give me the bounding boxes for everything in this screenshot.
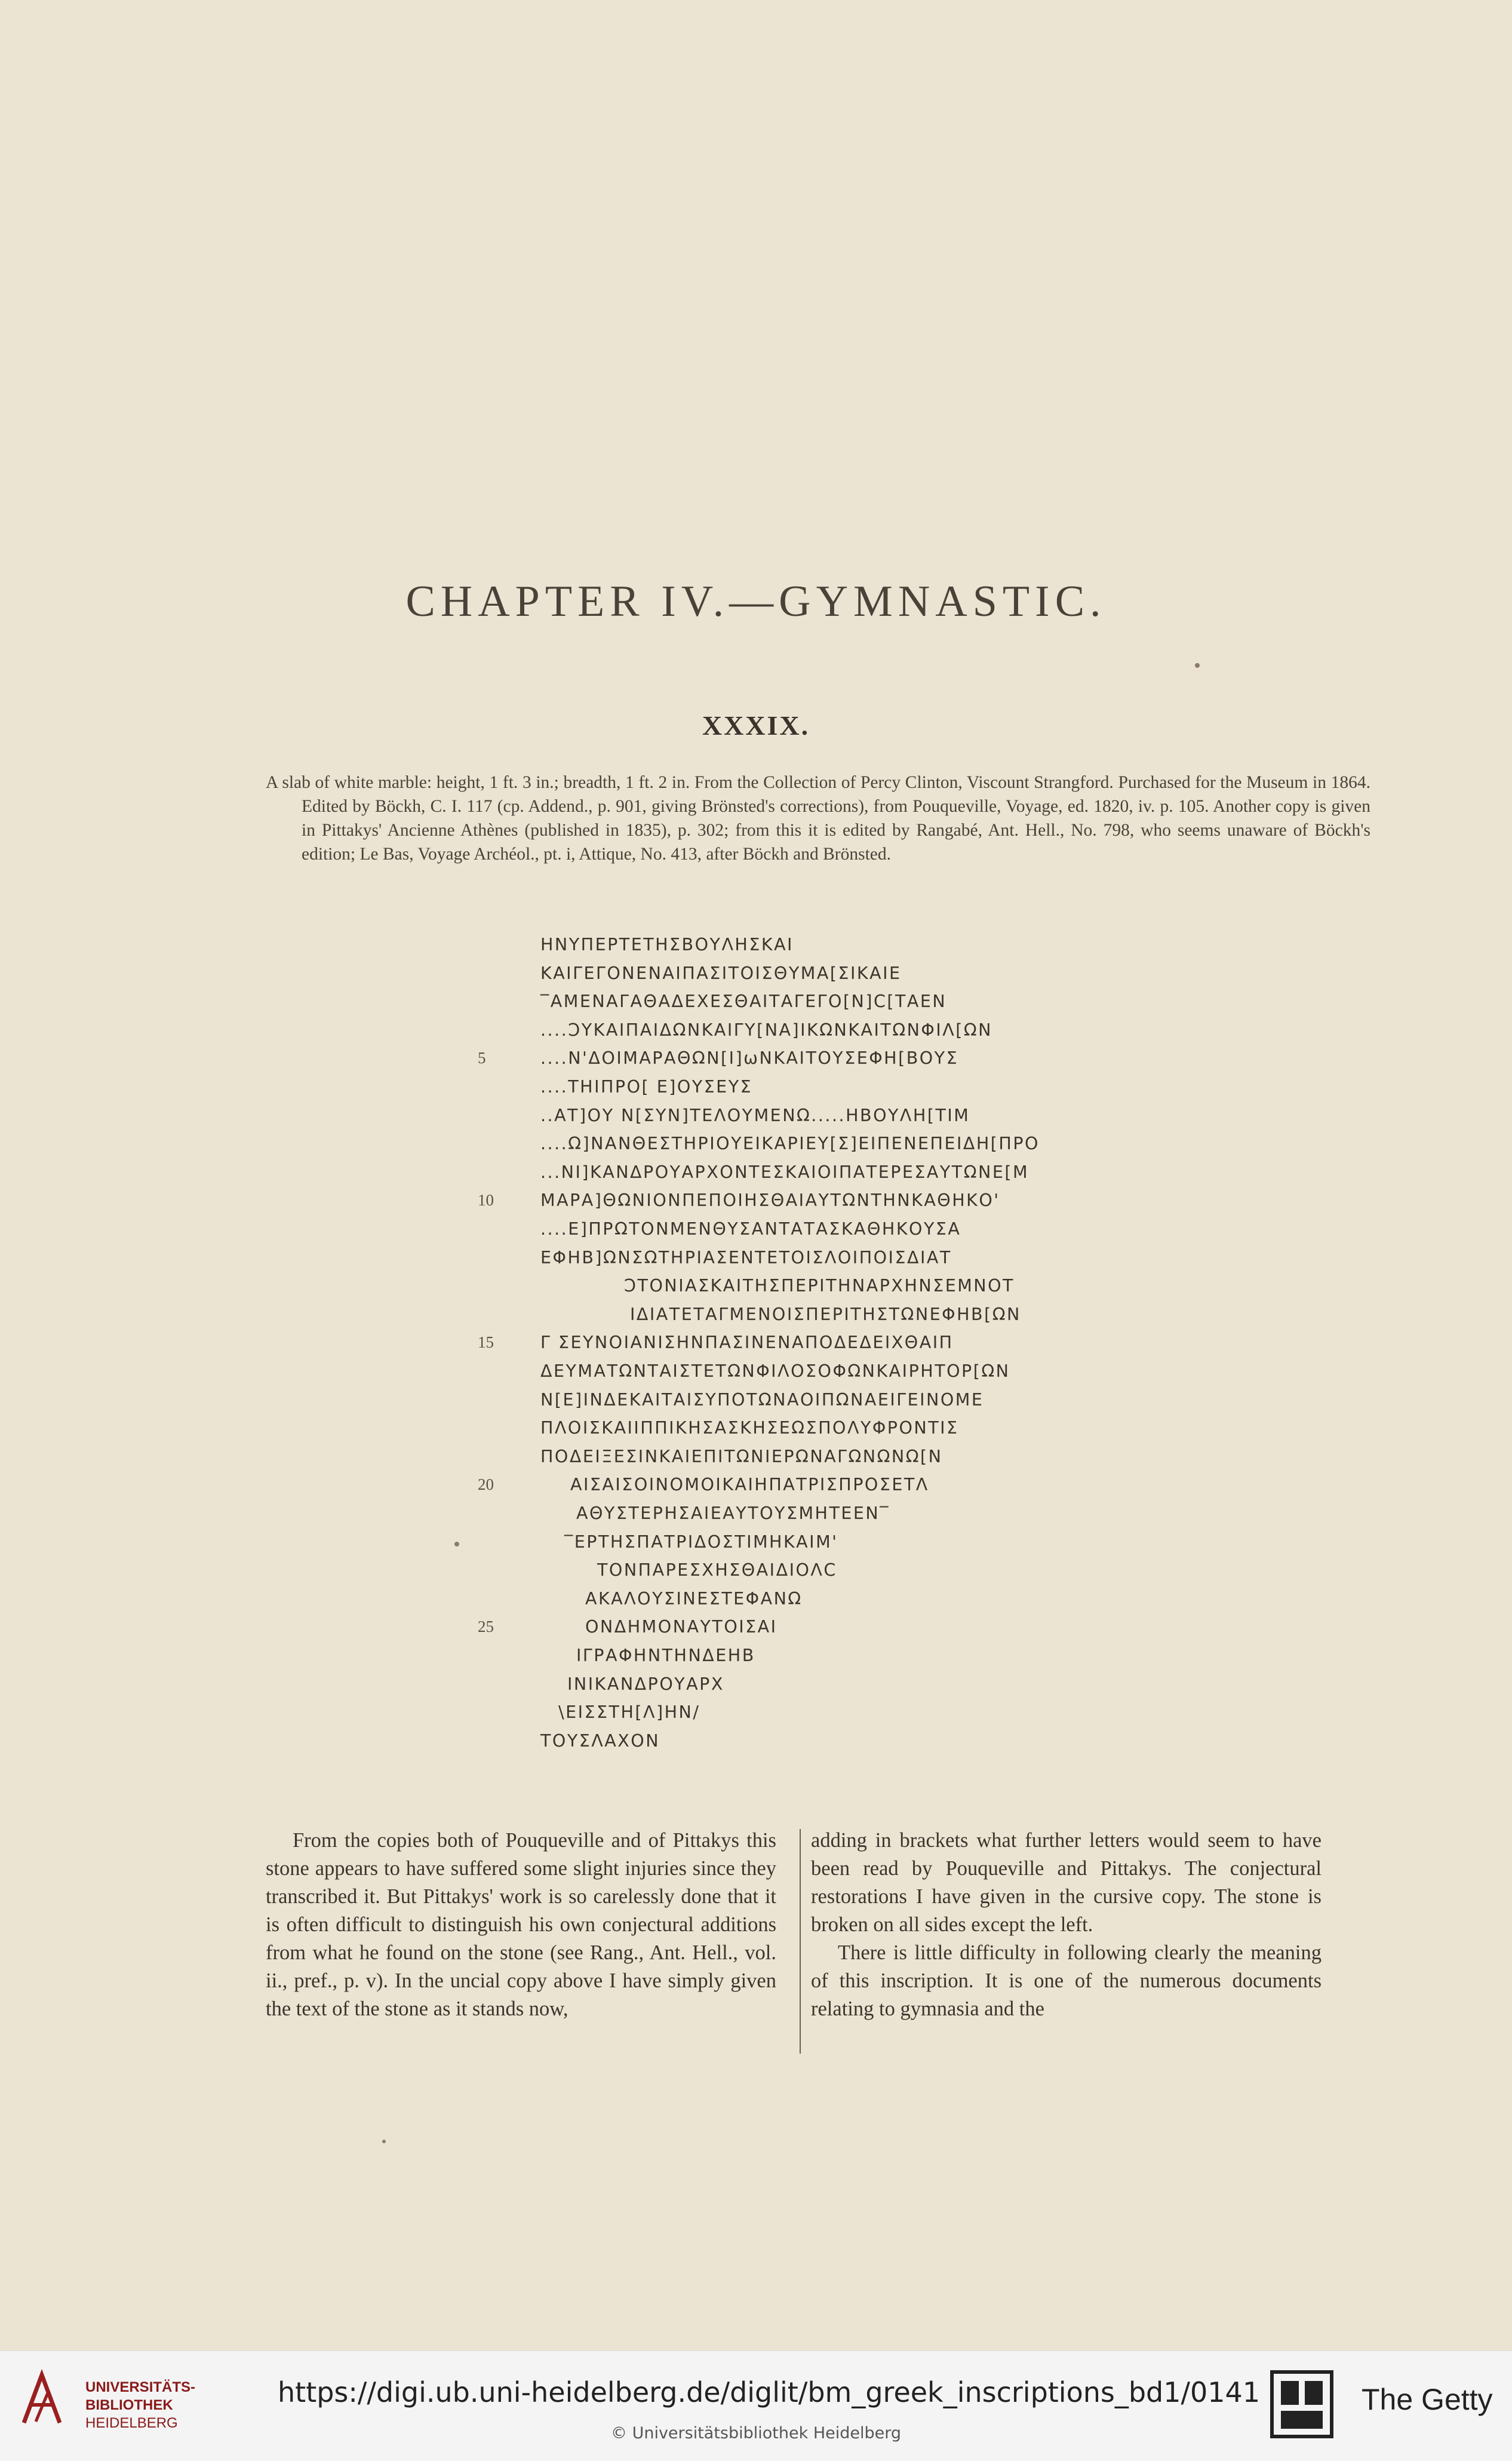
artifact-description: A slab of white marble: height, 1 ft. 3 in.; breadth, 1 ft. 2 in. From the Collection of Percy Clinton, Viscount Strangford. Purchased for the Museum in 1864. Edited by Böckh, C. I. 117 (cp. Addend., p. 901, giving Brönsted's corrections), from Pouqueville, Voyage, ed. 1820, iv. p. 105. Another copy is given in Pittakys' Ancienne Athènes (published in 1835), p. 302; from this it is edited by Rangabé, Ant. Hell., No. 798, who seems unaware of Böckh's edition; Le Bas, Voyage Archéol., pt. i, Attique, No. 413, after Böckh and Brönsted. bbox=[266, 773, 1370, 864]
inscription-line: Γ ΣΕΥΝΟΙΑΝΙΣΗΝΠΑΣΙΝΕΝΑΠΟΔΕΔΕΙΧΘΑΙΠ bbox=[540, 1333, 954, 1353]
institution-line: BIBLIOTHEK bbox=[85, 2397, 173, 2413]
column-divider bbox=[800, 1829, 801, 2054]
inscription-line: ϽΤΟΝΙΑΣΚΑΙΤΗΣΠΕΡΙΤΗΝΑΡΧΗΝΣΕΜΝΟΤ bbox=[624, 1276, 1015, 1296]
inscription-line: ΔΕΥΜΑΤΩΝΤΑΙΣΤΕΤΩΝΦΙΛΟΣΟΦΩΝΚΑΙΡΗΤΟΡ[ΩΝ bbox=[540, 1361, 1010, 1381]
inscription-line: ....ΤΗΙΠΡΟ[ Ε]ΟΥΣΕΥΣ bbox=[540, 1077, 753, 1097]
inscription-line: ΤΟΝΠΑΡΕΣΧΗΣΘΑΙΔΙΟΛϹ bbox=[597, 1560, 837, 1581]
inscription-line: ΙΓΡΑΦΗΝΤΗΝΔΕΗΒ bbox=[576, 1646, 755, 1665]
inscription-line-number: 25 bbox=[478, 1618, 494, 1636]
university-library-logo-icon bbox=[18, 2369, 66, 2429]
inscription-line-number: 10 bbox=[478, 1191, 494, 1210]
commentary-right-column bbox=[811, 1827, 1322, 2023]
inscription-line: ..ΑΤ]ΟΥ Ν[ΣΥΝ]ΤΕΛΟΥΜΕΝΩ.....ΗΒΟΥΛΗ[ΤΙΜ bbox=[540, 1105, 970, 1125]
inscription-line: \ΕΙΣΣΤΗ[Λ]ΗΝ/ bbox=[558, 1702, 700, 1723]
inscription-line: ΟΝΔΗΜΟΝΑΥΤΟΙΣΑΙ bbox=[585, 1617, 777, 1637]
inscription-line: ....Ε]ΠΡΩΤΟΝΜΕΝΘΥΣΑΝΤΑΤΑΣΚΑΘΗΚΟΥΣΑ bbox=[540, 1219, 961, 1239]
inscription-line-number: 5 bbox=[478, 1049, 486, 1067]
greek-inscription bbox=[0, 931, 1512, 1791]
inscription-line: ΗΝΥΠΕΡΤΕΤΗΣΒΟΥΛΗΣΚΑΙ bbox=[540, 935, 794, 955]
inscription-line: ΑΙΣΑΙΣΟΙΝΟΜΟΙΚΑΙΗΠΑΤΡΙΣΠΡΟΣΕΤΛ bbox=[570, 1475, 929, 1495]
inscription-line: ....ϽΥΚΑΙΠΑΙΔΩΝΚΑΙΓΥ[ΝΑ]ΙΚΩΝΚΑΙΤΩΝΦΙΛ[ΩΝ bbox=[540, 1020, 992, 1040]
commentary-left-column bbox=[266, 1827, 776, 2023]
inscription-line: ‾ΑΜΕΝΑΓΑΘΑΔΕΧΕΣΘΑΙΤΑΓΕΓΟ[Ν]Ϲ[ΤΑΕΝ bbox=[540, 992, 947, 1012]
speck bbox=[454, 1542, 459, 1546]
permalink-url[interactable]: https://digi.ub.uni-heidelberg.de/diglit/bm_greek_inscriptions_bd1/0141 bbox=[278, 2376, 1261, 2408]
inscription-line-number: 15 bbox=[478, 1333, 494, 1352]
inscription-line: ΙΔΙΑΤΕΤΑΓΜΕΝΟΙΣΠΕΡΙΤΗΣΤΩΝΕΦΗΒ[ΩΝ bbox=[630, 1304, 1021, 1324]
inscription-line: ΑΚΑΛΟΥΣΙΝΕΣΤΕΦΑΝΩ bbox=[585, 1588, 803, 1609]
inscription-line: ΠΟΔΕΙΞΕΣΙΝΚΑΙΕΠΙΤΩΝΙΕΡΩΝΑΓΩΝΩΝΩ[Ν bbox=[540, 1446, 943, 1466]
institution-line: HEIDELBERG bbox=[85, 2415, 178, 2431]
section-number: XXXIX. bbox=[702, 710, 810, 741]
speck bbox=[1195, 663, 1200, 668]
chapter-title: CHAPTER IV.—GYMNASTIC. bbox=[405, 577, 1107, 626]
inscription-line: ...ΝΙ]ΚΑΝΔΡΟΥΑΡΧΟΝΤΕΣΚΑΙΟΙΠΑΤΕΡΕΣΑΥΤΩΝΕ[Μ bbox=[540, 1162, 1029, 1182]
inscription-line: ΑΘΥΣΤΕΡΗΣΑΙΕΑΥΤΟΥΣΜΗΤΕΕΝ‾ bbox=[576, 1503, 890, 1523]
inscription-line: ΜΑΡΑ]ΘΩΝΙΟΝΠΕΠΟΙΗΣΘΑΙΑΥΤΩΝΤΗΝΚΑΘΗΚΟ' bbox=[540, 1190, 1000, 1211]
inscription-line: ΙΝΙΚΑΝΔΡΟΥΑΡΧ bbox=[567, 1674, 724, 1694]
inscription-line: ΚΑΙΓΕΓΟΝΕΝΑΙΠΑΣΙΤΟΙΣΘΥΜΑ[ΣΙΚΑΙΕ bbox=[540, 963, 902, 983]
inscription-line: ΕΦΗΒ]ΩΝΣΩΤΗΡΙΑΣΕΝΤΕΤΟΙΣΛΟΙΠΟΙΣΔΙΑΤ bbox=[540, 1247, 952, 1268]
digitization-footer bbox=[0, 2350, 1512, 2461]
commentary-paragraph: There is little difficulty in following clearly the meaning of this inscription. It is one of the numerous documents relating to gymnasia and the bbox=[811, 1941, 1322, 2020]
commentary-paragraph-continued: adding in brackets what further letters would seem to have been read by Pouqueville and Pittakys. The conjectural restorations I have given in the cursive copy. The stone is broken on all sides except the left. bbox=[811, 1829, 1322, 1936]
inscription-line: ....Ν'ΔΟΙΜΑΡΑΘΩΝ[Ι]ωΝΚΑΙΤΟΥΣΕΦΗ[ΒΟΥΣ bbox=[540, 1048, 959, 1069]
inscription-line: ‾ΕΡΤΗΣΠΑΤΡΙΔΟΣΤΙΜΗΚΑΙΜ' bbox=[564, 1532, 838, 1552]
inscription-line: Ν[Ε]ΙΝΔΕΚΑΙΤΑΙΣΥΠΟΤΩΝΑΟΙΠΩΝΑΕΙΓΕΙΝΟΜΕ bbox=[540, 1389, 984, 1410]
institution-line: UNIVERSITÄTS- bbox=[85, 2379, 196, 2395]
speck bbox=[382, 2140, 386, 2143]
commentary-paragraph: From the copies both of Pouqueville and of Pittakys this stone appears to have suffered some slight injuries since they transcribed it. But Pittakys' work is so carelessly done that it is often difficult to distinguish his own conjectural additions from what he found on the stone (see Rang., Ant. Hell., vol. ii., pref., p. v). In the uncial copy above I have simply given the text of the stone as it stands now, bbox=[266, 1829, 776, 2020]
getty-logo-icon bbox=[1269, 2369, 1335, 2439]
inscription-line: ....Ω]ΝΑΝΘΕΣΤΗΡΙΟΥΕΙΚΑΡΙΕΥ[Σ]ΕΙΠΕΝΕΠΕΙΔΗ[ΠΡΟ bbox=[540, 1134, 1040, 1154]
inscription-line-number: 20 bbox=[478, 1475, 494, 1494]
partner-name: The Getty bbox=[1362, 2383, 1493, 2416]
inscription-line: ΠΛΟΙΣΚΑΙΙΠΠΙΚΗΣΑΣΚΗΣΕΩΣΠΟΛΥΦΡΟΝΤΙΣ bbox=[540, 1418, 959, 1438]
inscription-line: ΤΟΥΣΛΑΧΟΝ bbox=[540, 1730, 660, 1751]
copyright-notice: © Universitätsbibliothek Heidelberg bbox=[610, 2424, 901, 2442]
